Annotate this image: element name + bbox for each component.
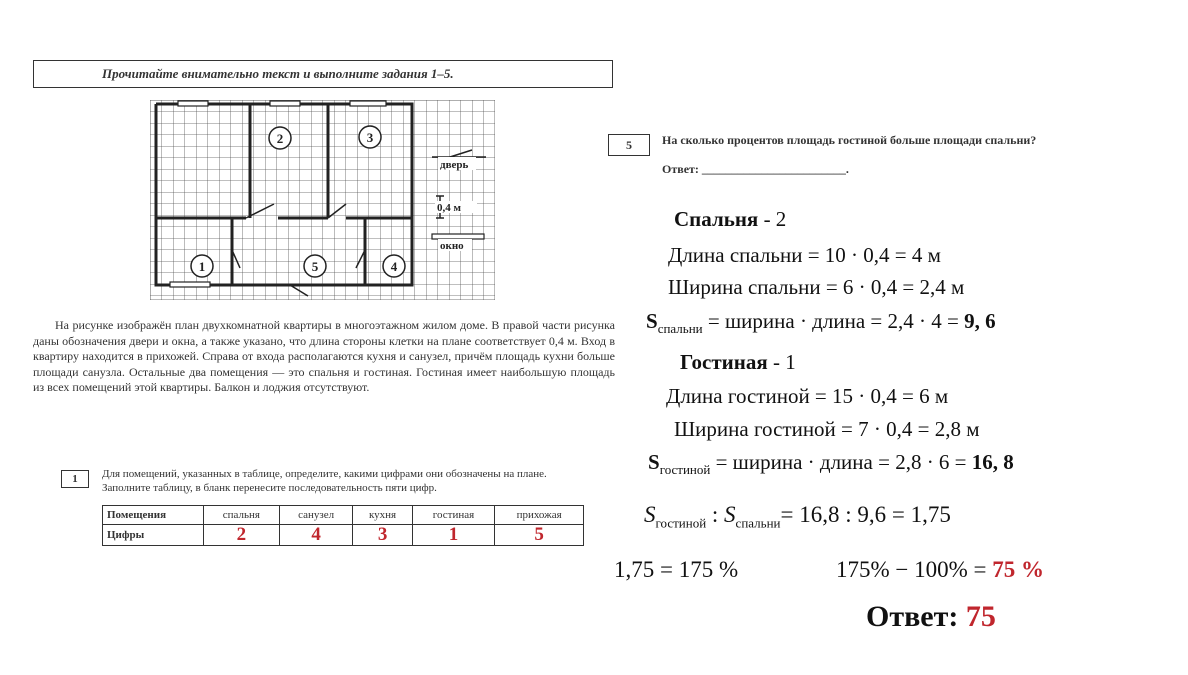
- task-5-question: На сколько процентов площадь гостиной больше площади спальни?: [662, 133, 1037, 147]
- living-area-value: 16, 8: [971, 450, 1014, 474]
- legend-window-label: окно: [440, 240, 464, 252]
- bedroom-area: [646, 309, 996, 337]
- room-5-label: 5: [311, 259, 319, 274]
- table-cell: прихожая: [495, 506, 584, 525]
- final-answer: [866, 600, 996, 634]
- area-symbol: S: [724, 502, 736, 527]
- area-symbol: S: [644, 502, 656, 527]
- table-answer-cell: 3: [353, 525, 412, 546]
- bedroom-title: Спальня: [674, 207, 759, 231]
- task-5-answer-line: Ответ: ________________________.: [662, 162, 849, 176]
- table-answer-cell: 1: [412, 525, 495, 546]
- table-header-digits: Цифры: [103, 525, 204, 546]
- room-1-label: 1: [198, 259, 206, 274]
- floor-plan: [150, 100, 495, 300]
- area-symbol: S: [646, 309, 658, 333]
- legend-scale-label: 0,4 м: [437, 202, 461, 214]
- table-answer-cell: 2: [204, 525, 280, 546]
- room-3-label: 3: [366, 130, 374, 145]
- room-2-label: 2: [276, 131, 284, 146]
- living-width: Ширина гостиной = 7 · 0,4 = 2,8 м: [674, 417, 980, 441]
- living-area: [648, 450, 1014, 478]
- table-row: [103, 506, 584, 525]
- living-length: Длина гостиной = 15 · 0,4 = 6 м: [666, 384, 949, 408]
- task-5-number: 5: [608, 134, 650, 156]
- ratio-bedroom-subscript: спальни: [735, 515, 781, 531]
- bedroom-area-expression: = ширина · длина = 2,4 · 4 =: [702, 309, 965, 333]
- table-cell: гостиная: [412, 506, 495, 525]
- living-number: - 1: [767, 350, 796, 374]
- living-title: Гостиная: [680, 350, 768, 374]
- table-answer-cell: 4: [279, 525, 353, 546]
- final-answer-label: Ответ:: [866, 600, 959, 633]
- bedroom-length: Длина спальни = 10 · 0,4 = 4 м: [668, 243, 941, 267]
- room-4-label: 4: [390, 259, 398, 274]
- table-cell: кухня: [353, 506, 412, 525]
- legend-door-label: дверь: [440, 159, 469, 171]
- instructions-header: Прочитайте внимательно текст и выполните задания 1–5.: [33, 60, 613, 88]
- bedroom-area-value: 9, 6: [964, 309, 996, 333]
- bedroom-heading: [674, 207, 786, 232]
- difference-expression: 175% − 100% =: [836, 557, 987, 582]
- difference-line: [836, 557, 1044, 583]
- table-answer-cell: 5: [495, 525, 584, 546]
- bedroom-number: - 2: [758, 207, 787, 231]
- area-symbol: S: [648, 450, 660, 474]
- rooms-table: [102, 505, 584, 546]
- living-heading: [680, 350, 796, 375]
- difference-result: 75 %: [992, 557, 1045, 582]
- ratio-result: = 16,8 : 9,6 = 1,75: [780, 502, 951, 527]
- percent-line: 1,75 = 175 %: [614, 557, 739, 582]
- description-paragraph: На рисунке изображён план двухкомнатной квартиры в многоэтажном жилом доме. В правой части рисунка даны обозначения двери и окна, а также указано, что длина стороны клетки на плане соответствует 0,4 м. Вход в квартиру находится в прихожей. Справа от входа располагаются кухня и санузел, причём площадь кухни больше площади санузла. Остальные два помещения — это спальня и гостиная. Гостиная имеет наибольшую площадь из всех помещений этой квартиры. Балкон и лоджия отсутствуют.: [33, 318, 615, 395]
- living-area-expression: = ширина · длина = 2,8 · 6 =: [710, 450, 972, 474]
- task-1-text: Для помещений, указанных в таблице, определите, какими цифрами они обозначены на плане. Заполните таблицу, в бланк перенесите последовательность пяти цифр.: [102, 468, 547, 494]
- problem-description: [33, 318, 615, 396]
- bedroom-subscript: спальни: [657, 321, 703, 337]
- table-cell: санузел: [279, 506, 353, 525]
- ratio-colon: :: [706, 502, 725, 527]
- table-header-rooms: Помещения: [103, 506, 204, 525]
- table-cell: спальня: [204, 506, 280, 525]
- area-ratio: [644, 502, 951, 532]
- table-row: [103, 525, 584, 546]
- final-answer-value: 75: [965, 600, 996, 633]
- living-subscript: гостиной: [659, 462, 711, 478]
- bedroom-width: Ширина спальни = 6 · 0,4 = 2,4 м: [668, 275, 965, 299]
- ratio-living-subscript: гостиной: [655, 515, 707, 531]
- task-1-number: 1: [61, 470, 89, 488]
